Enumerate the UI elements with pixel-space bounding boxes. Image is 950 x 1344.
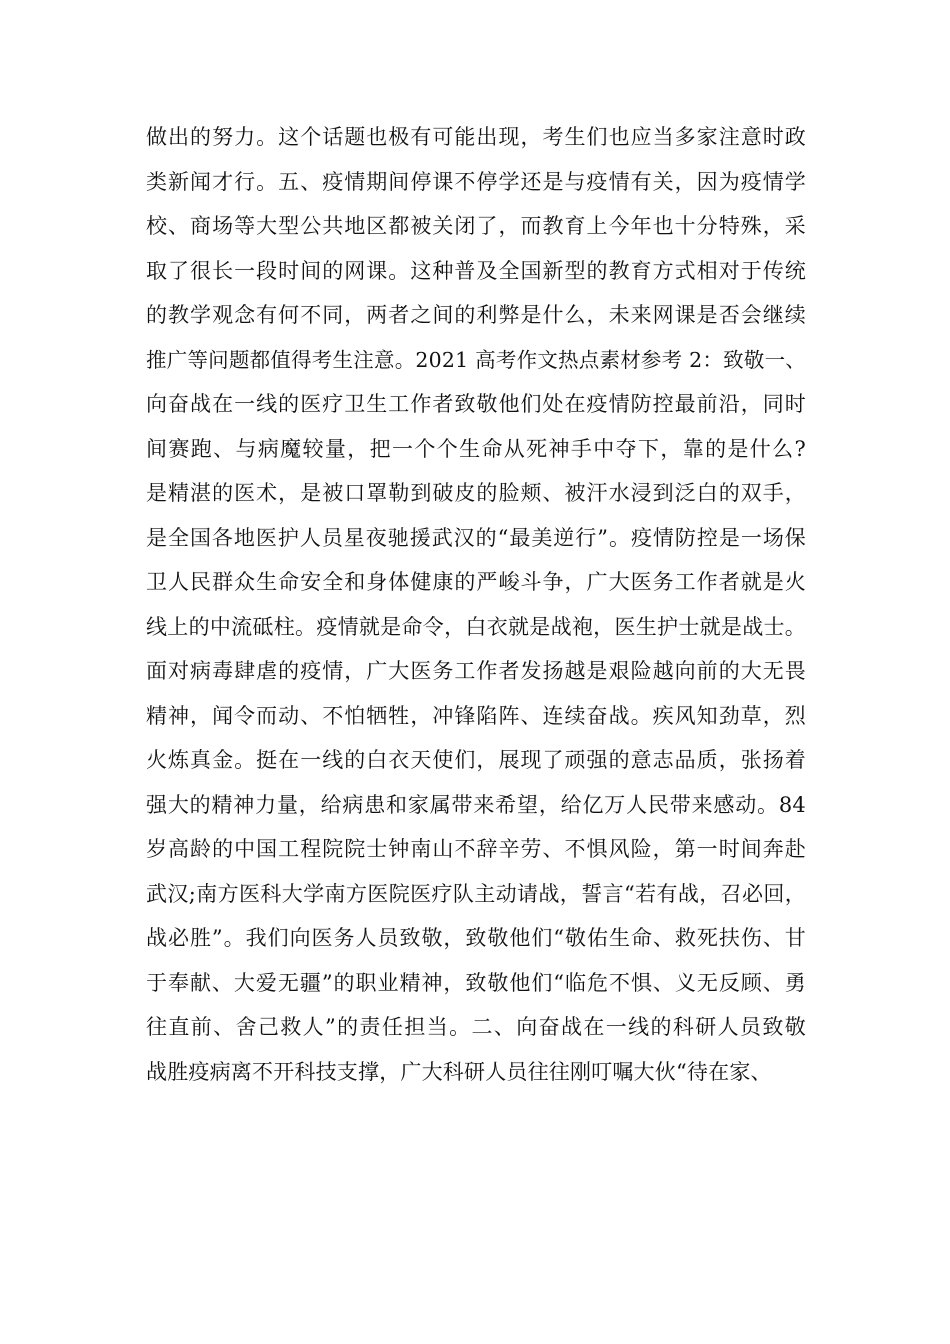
text-line: 间赛跑、与病魔较量，把一个个生命从死神手中夺下，靠的是什么? xyxy=(146,436,806,461)
text-line: 武汉;南方医科大学南方医院医疗队主动请战，誓言“若有战，召必回， xyxy=(146,881,806,906)
text-line: 是全国各地医护人员星夜驰援武汉的“最美逆行”。疫情防控是一场保 xyxy=(146,525,806,550)
text-line: 精神，闻令而动、不怕牺牲，冲锋陷阵、连续奋战。疾风知劲草，烈 xyxy=(146,703,806,728)
text-line: 往直前、舍己救人”的责任担当。二、向奋战在一线的科研人员致敬 xyxy=(146,1015,806,1039)
text-line: 线上的中流砥柱。疫情就是命令，白衣就是战袍，医生护士就是战士。 xyxy=(146,614,806,639)
text-line: 的教学观念有何不同，两者之间的利弊是什么，未来网课是否会继续 xyxy=(146,303,806,327)
text-line: 做出的努力。这个话题也极有可能出现，考生们也应当多家注意时政 xyxy=(146,125,806,149)
text-line: 卫人民群众生命安全和身体健康的严峻斗争，广大医务工作者就是火 xyxy=(146,570,806,594)
body-text xyxy=(146,115,806,1094)
text-line: 岁高龄的中国工程院院士钟南山不辞辛劳、不惧风险，第一时间奔赴 xyxy=(146,837,806,861)
text-line: 强大的精神力量，给病患和家属带来希望，给亿万人民带来感动。84 xyxy=(146,792,806,817)
text-line: 推广等问题都值得考生注意。2021 高考作文热点素材参考 2：致敬一、 xyxy=(146,347,806,372)
text-line: 战胜疫病离不开科技支撑，广大科研人员往往刚叮嘱大伙“待在家、 xyxy=(146,1059,772,1084)
text-line: 于奉献、大爱无疆”的职业精神，致敬他们“临危不惧、义无反顾、勇 xyxy=(146,970,806,995)
text-line: 向奋战在一线的医疗卫生工作者致敬他们处在疫情防控最前沿，同时 xyxy=(146,392,806,416)
text-line: 战必胜”。我们向医务人员致敬，致敬他们“敬佑生命、救死扶伤、甘 xyxy=(146,926,806,950)
text-line: 面对病毒肆虐的疫情，广大医务工作者发扬越是艰险越向前的大无畏 xyxy=(146,659,806,683)
text-line: 类新闻才行。五、疫情期间停课不停学还是与疫情有关，因为疫情学 xyxy=(146,169,806,194)
text-line: 取了很长一段时间的网课。这种普及全国新型的教育方式相对于传统 xyxy=(146,258,806,283)
text-line: 是精湛的医术，是被口罩勒到破皮的脸颊、被汗水浸到泛白的双手， xyxy=(146,481,806,505)
text-line: 火炼真金。挺在一线的白衣天使们，展现了顽强的意志品质，张扬着 xyxy=(146,748,806,772)
text-line: 校、商场等大型公共地区都被关闭了，而教育上今年也十分特殊，采 xyxy=(146,214,806,238)
